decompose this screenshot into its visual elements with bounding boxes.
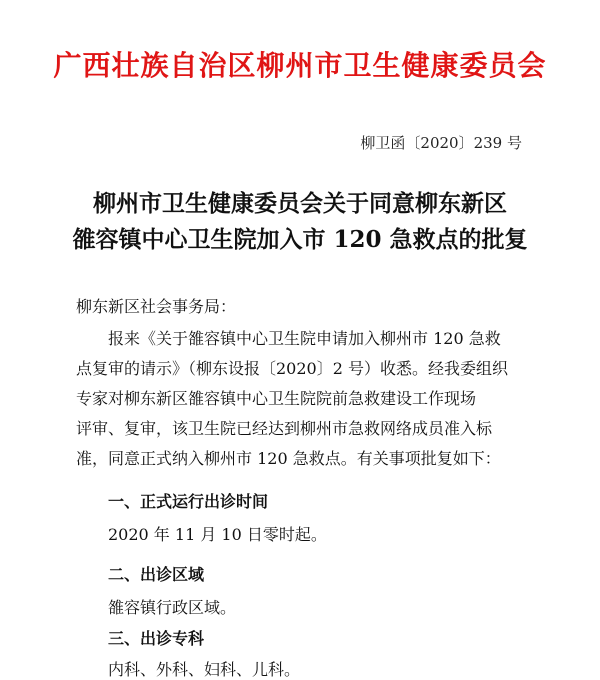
- body-line-5: 准，同意正式纳入柳州市 120 急救点。有关事项批复如下：: [76, 449, 501, 468]
- document-number: 柳卫函〔2020〕239 号: [360, 134, 522, 152]
- body-paragraph: [76, 324, 528, 474]
- body-line-4: 评审、复审，该卫生院已经达到柳州市急救网络成员准入标: [76, 419, 493, 438]
- body-line-1: 报来《关于雒容镇中心卫生院申请加入柳州市 120 急救: [108, 329, 501, 348]
- section-content-3: 内科、外科、妇科、儿科。: [108, 660, 301, 679]
- body-line-2: 点复审的请示》（柳东设报〔2020〕2 号）收悉。经我委组织: [76, 359, 508, 378]
- document-title: [0, 186, 600, 258]
- organization-header: 广西壮族自治区柳州市卫生健康委员会: [53, 49, 547, 82]
- document-title-line-2: 雒容镇中心卫生院加入市 120 急救点的批复: [72, 226, 528, 253]
- section-heading-2: 二、出诊区域: [108, 565, 205, 584]
- body-line-3: 专家对柳东新区雒容镇中心卫生院院前急救建设工作现场: [76, 389, 477, 408]
- section-heading-1: 一、正式运行出诊时间: [108, 492, 269, 511]
- document-title-line-1: 柳州市卫生健康委员会关于同意柳东新区: [93, 190, 507, 217]
- section-heading-3: 三、出诊专科: [108, 629, 205, 648]
- section-content-2: 雒容镇行政区域。: [108, 598, 237, 617]
- addressee: 柳东新区社会事务局：: [76, 297, 237, 316]
- section-content-1: 2020 年 11 月 10 日零时起。: [108, 525, 327, 544]
